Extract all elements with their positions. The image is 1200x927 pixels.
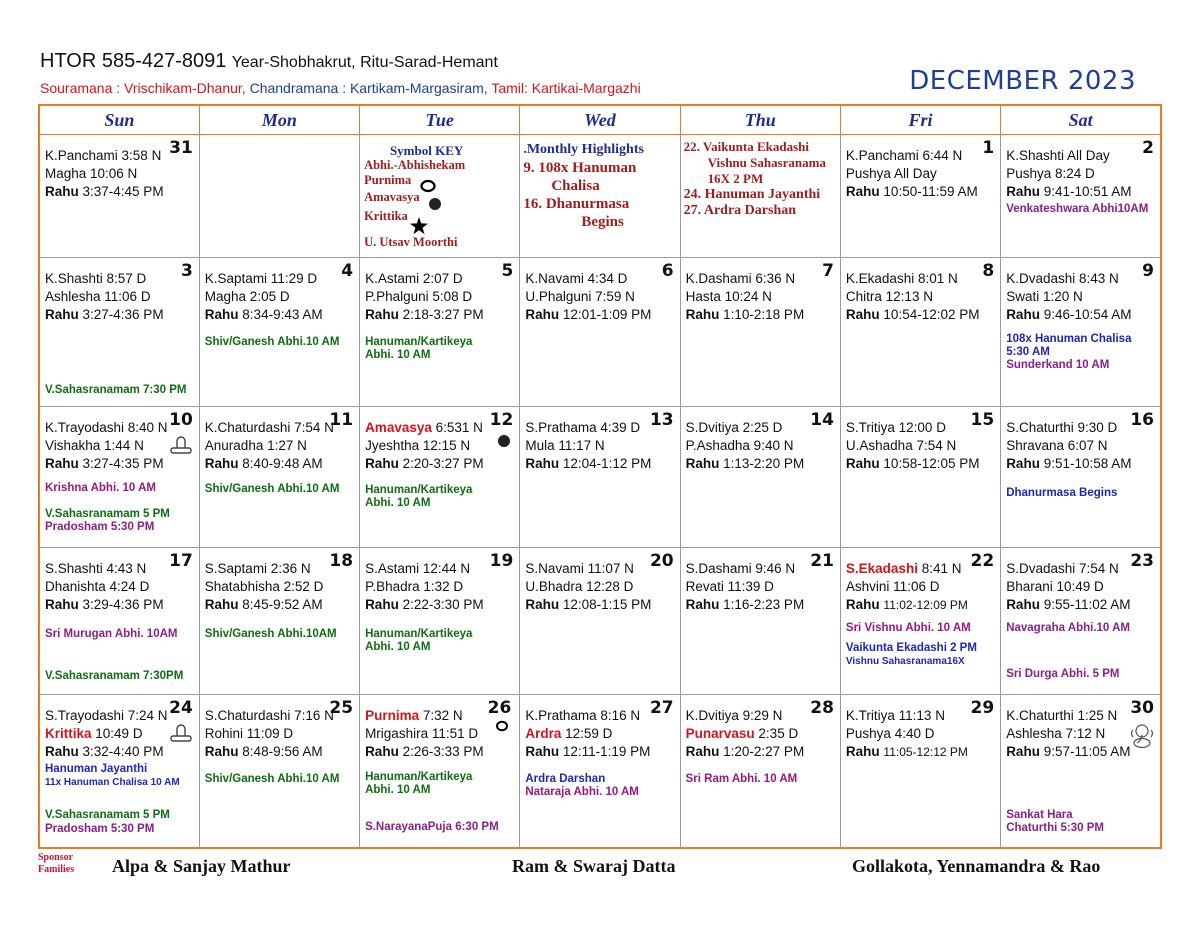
key-amavasya: Amavasya xyxy=(364,190,420,204)
day-cell-21 xyxy=(680,548,840,695)
chandramana: Chandramana : Kartikam-Margasiram, xyxy=(249,80,488,96)
nakshatra: Punarvasu 2:35 D xyxy=(685,726,799,741)
weekday-sat: Sat xyxy=(1001,105,1161,135)
rahu-kalam: Rahu 2:22-3:30 PM xyxy=(365,597,484,612)
event: Shiv/Ganesh Abhi.10AM xyxy=(204,628,337,640)
nakshatra: U.Ashadha 7:54 N xyxy=(845,438,957,453)
nakshatra: Shatabhisha 2:52 D xyxy=(204,579,324,594)
rahu-kalam: Rahu 8:45-9:52 AM xyxy=(204,597,323,612)
tithi: K.Chaturdashi 7:54 N xyxy=(204,420,334,435)
highlights-title: .Monthly Highlights xyxy=(523,142,644,157)
tithi: S.Dvadashi 7:54 N xyxy=(1006,561,1119,576)
event: Navagraha Abhi.10 AM xyxy=(1006,622,1130,634)
day-cell-17 xyxy=(39,548,199,695)
rahu-kalam: Rahu 9:55-11:02 AM xyxy=(1006,597,1131,612)
nakshatra: Ashlesha 7:12 N xyxy=(1006,726,1106,741)
key-krittika: Krittika xyxy=(364,209,408,223)
day-cell-22 xyxy=(840,548,1000,695)
month-title: DECEMBER 2023 xyxy=(909,66,1136,96)
rahu-kalam: Rahu 2:26-3:33 PM xyxy=(365,744,484,759)
event: Hanuman Jayanthi xyxy=(45,763,148,775)
highlight-item: Chalisa xyxy=(551,178,600,194)
tithi: S.Trayodashi 7:24 N xyxy=(45,708,168,723)
symbol-key-box xyxy=(360,135,520,258)
shiva-lingam-icon xyxy=(169,434,193,456)
day-cell-1 xyxy=(840,135,1000,258)
day-cell-9 xyxy=(1001,258,1161,407)
tamil-month: Tamil: Kartikai-Margazhi xyxy=(491,80,641,96)
amavasya-dot-icon xyxy=(428,197,442,211)
tithi: S.Chaturthi 9:30 D xyxy=(1006,420,1118,435)
rahu-kalam: Rahu 1:20-2:27 PM xyxy=(685,744,805,759)
phone-number: HTOR 585-427-8091 xyxy=(40,50,227,72)
day-cell-29 xyxy=(840,695,1000,849)
event: Sri Durga Abhi. 5 PM xyxy=(1006,668,1120,680)
day-number: 24 xyxy=(169,698,193,718)
purnima-circle-icon xyxy=(420,179,436,193)
day-cell-27 xyxy=(520,695,680,849)
day-cell-6 xyxy=(520,258,680,407)
sponsor-family-2: Ram & Swaraj Datta xyxy=(512,856,676,876)
day-number: 5 xyxy=(501,261,514,281)
day-cell-3 xyxy=(39,258,199,407)
day-cell-24 xyxy=(39,695,199,849)
krittika-star-icon xyxy=(410,217,428,235)
key-utsav: U. Utsav Moorthi xyxy=(364,235,458,249)
day-cell-14 xyxy=(680,407,840,548)
rahu-kalam: Rahu 3:27-4:36 PM xyxy=(45,307,164,322)
event: Shiv/Ganesh Abhi.10 AM xyxy=(204,336,340,348)
event: Dhanurmasa Begins xyxy=(1006,487,1118,499)
nakshatra: Bharani 10:49 D xyxy=(1006,579,1104,594)
day-cell-8 xyxy=(840,258,1000,407)
key-purnima: Purnima xyxy=(364,173,412,187)
rahu-kalam: Rahu 2:20-3:27 PM xyxy=(365,456,484,471)
tithi: S.Prathama 4:39 D xyxy=(525,420,641,435)
nakshatra: P.Ashadha 9:40 N xyxy=(685,438,794,453)
highlight-item: 9. 108x Hanuman xyxy=(523,160,637,176)
day-cell-25 xyxy=(199,695,359,849)
day-cell-2 xyxy=(1001,135,1161,258)
weekday-thu: Thu xyxy=(680,105,840,135)
tithi: K.Dashami 6:36 N xyxy=(685,271,796,286)
day-number: 29 xyxy=(970,698,995,718)
tithi: K.Prathama 8:16 N xyxy=(525,708,641,723)
page-header-title xyxy=(40,50,498,73)
highlight-item: 22. Vaikunta Ekadashi xyxy=(683,139,809,154)
rahu-kalam: Rahu 3:37-4:45 PM xyxy=(45,184,164,199)
day-cell-13 xyxy=(520,407,680,548)
event: Venkateshwara Abhi10AM xyxy=(1006,203,1149,215)
event: Krishna Abhi. 10 AM xyxy=(45,482,156,494)
day-number: 3 xyxy=(180,261,193,281)
day-cell-7 xyxy=(680,258,840,407)
day-number: 16 xyxy=(1130,410,1154,430)
event: V.Sahasranamam 5 PM xyxy=(45,508,170,520)
day-cell-23 xyxy=(1001,548,1161,695)
event: Hanuman/Kartikeya Abhi. 10 AM xyxy=(365,336,473,361)
purnima-circle-icon xyxy=(495,720,509,732)
day-number: 13 xyxy=(649,410,674,430)
rahu-kalam: Rahu 12:11-1:19 PM xyxy=(525,744,651,759)
rahu-kalam: Rahu 10:50-11:59 AM xyxy=(845,184,978,199)
day-number: 28 xyxy=(810,698,834,718)
day-number: 17 xyxy=(169,551,193,571)
nakshatra: Magha 2:05 D xyxy=(204,289,290,304)
shiva-lingam-icon xyxy=(169,722,193,744)
sponsor-label: Sponsor Families xyxy=(38,852,75,875)
nakshatra: Vishakha 1:44 N xyxy=(45,438,144,453)
rahu-kalam: Rahu 9:46-10:54 AM xyxy=(1006,307,1132,322)
highlight-item: 16X 2 PM xyxy=(707,171,764,186)
event: Sankat Hara Chaturthi 5:30 PM xyxy=(1006,809,1104,834)
sauramana: Souramana : Vrischikam-Dhanur, xyxy=(40,80,246,96)
day-cell-12 xyxy=(360,407,520,548)
event: Hanuman/Kartikeya Abhi. 10 AM xyxy=(365,628,473,653)
day-number: 10 xyxy=(169,410,193,430)
event: Shiv/Ganesh Abhi.10 AM xyxy=(204,483,340,495)
day-number: 26 xyxy=(487,698,512,718)
nakshatra: Swati 1:20 N xyxy=(1006,289,1083,304)
day-number: 14 xyxy=(810,410,834,430)
nakshatra: Chitra 12:13 N xyxy=(845,289,933,304)
tithi: K.Saptami 11:29 D xyxy=(204,271,318,286)
weekday-tue: Tue xyxy=(360,105,520,135)
day-number: 22 xyxy=(970,551,995,571)
rahu-kalam: Rahu 9:51-10:58 AM xyxy=(1006,456,1132,471)
rahu-kalam: Rahu 12:08-1:15 PM xyxy=(525,597,652,612)
nakshatra: Magha 10:06 N xyxy=(45,166,138,181)
nakshatra: Mula 11:17 N xyxy=(525,438,605,453)
tithi: K.Shashti All Day xyxy=(1006,148,1110,163)
weekday-wed: Wed xyxy=(520,105,680,135)
event: V.Sahasranamam 5 PM xyxy=(45,809,170,821)
tithi: K.Trayodashi 8:40 N xyxy=(45,420,168,435)
tithi: S.Astami 12:44 N xyxy=(365,561,471,576)
tithi: K.Dvitiya 9:29 N xyxy=(685,708,783,723)
event: Nataraja Abhi. 10 AM xyxy=(525,786,639,798)
day-cell-26 xyxy=(360,695,520,849)
ganesha-icon xyxy=(1128,721,1156,749)
rahu-kalam: Rahu 10:58-12:05 PM xyxy=(845,456,980,471)
event: Hanuman/Kartikeya Abhi. 10 AM xyxy=(365,771,473,796)
nakshatra: P.Phalguni 5:08 D xyxy=(365,289,473,304)
day-number: 2 xyxy=(1142,138,1154,158)
weekday-sun: Sun xyxy=(39,105,199,135)
day-cell-16 xyxy=(1001,407,1161,548)
key-abhi: Abhi.-Abhishekam xyxy=(364,158,466,172)
day-cell-4 xyxy=(199,258,359,407)
event: Sri Ram Abhi. 10 AM xyxy=(685,773,798,785)
event: Sunderkand 10 AM xyxy=(1006,359,1110,371)
tithi: K.Dvadashi 8:43 N xyxy=(1006,271,1119,286)
event: S.NarayanaPuja 6:30 PM xyxy=(365,821,499,833)
tithi: K.Navami 4:34 D xyxy=(525,271,628,286)
day-cell-5 xyxy=(360,258,520,407)
rahu-kalam: Rahu 8:40-9:48 AM xyxy=(204,456,323,471)
day-cell-31 xyxy=(39,135,199,258)
day-number: 31 xyxy=(169,138,193,158)
highlights-continued-box xyxy=(680,135,840,258)
nakshatra: Anuradha 1:27 N xyxy=(204,438,307,453)
event: Sri Murugan Abhi. 10AM xyxy=(45,628,178,640)
day-number: 19 xyxy=(489,551,514,571)
day-number: 4 xyxy=(341,261,354,281)
event: Pradosham 5:30 PM xyxy=(45,823,155,835)
rahu-kalam: Rahu 3:27-4:35 PM xyxy=(45,456,164,471)
rahu-kalam: Rahu 3:29-4:36 PM xyxy=(45,597,164,612)
event: Sri Vishnu Abhi. 10 AM xyxy=(845,622,971,634)
day-cell-19 xyxy=(360,548,520,695)
day-cell-empty xyxy=(199,135,359,258)
event: Vishnu Sahasranama16X xyxy=(845,656,965,667)
highlight-item: 27. Ardra Darshan xyxy=(683,203,797,218)
event: 108x Hanuman Chalisa 5:30 AM xyxy=(1006,333,1132,358)
day-number: 25 xyxy=(329,698,354,718)
day-number: 6 xyxy=(661,261,674,281)
day-cell-10 xyxy=(39,407,199,548)
day-number: 27 xyxy=(649,698,674,718)
calendar-systems xyxy=(40,80,641,96)
nakshatra: Ashvini 11:06 D xyxy=(845,579,940,594)
rahu-kalam: Rahu 3:32-4:40 PM xyxy=(45,744,164,759)
weekday-header-row xyxy=(39,105,1161,135)
day-number: 12 xyxy=(489,410,514,430)
event: Ardra Darshan xyxy=(525,773,606,785)
rahu-kalam: Rahu 1:10-2:18 PM xyxy=(685,307,805,322)
tithi: K.Astami 2:07 D xyxy=(365,271,463,286)
weekday-mon: Mon xyxy=(199,105,359,135)
tithi: S.Dashami 9:46 N xyxy=(685,561,796,576)
rahu-kalam: Rahu 12:01-1:09 PM xyxy=(525,307,652,322)
nakshatra: Rohini 11:09 D xyxy=(204,726,294,741)
rahu-kalam: Rahu 9:57-11:05 AM xyxy=(1006,744,1131,759)
tithi: K.Panchami 6:44 N xyxy=(845,148,963,163)
event: Shiv/Ganesh Abhi.10 AM xyxy=(204,773,340,785)
event: V.Sahasranamam 7:30PM xyxy=(45,670,184,682)
nakshatra: U.Bhadra 12:28 D xyxy=(525,579,634,594)
day-number: 20 xyxy=(649,551,674,571)
rahu-label: Rahu xyxy=(45,184,79,199)
nakshatra: Ashlesha 11:06 D xyxy=(45,289,151,304)
rahu-kalam: Rahu 2:18-3:27 PM xyxy=(365,307,484,322)
rahu-kalam: Rahu 1:13-2:20 PM xyxy=(685,456,805,471)
monthly-highlights-box xyxy=(520,135,680,258)
highlight-item: Begins xyxy=(581,214,624,230)
weekday-fri: Fri xyxy=(840,105,1000,135)
tithi: S.Saptami 2:36 N xyxy=(204,561,311,576)
day-number: 1 xyxy=(982,138,995,158)
day-number: 18 xyxy=(329,551,354,571)
day-number: 21 xyxy=(810,551,834,571)
tithi: S.Tritiya 12:00 D xyxy=(845,420,946,435)
key-title: Symbol KEY xyxy=(389,143,464,158)
highlight-item: 24. Hanuman Jayanthi xyxy=(683,187,821,202)
rahu-kalam: Rahu 10:54-12:02 PM xyxy=(845,307,980,322)
rahu-kalam: Rahu 11:02-12:09 PM xyxy=(845,597,968,612)
tithi: S.Ekadashi 8:41 N xyxy=(845,561,962,576)
nakshatra: Pushya 4:40 D xyxy=(845,726,935,741)
tithi: S.Navami 11:07 N xyxy=(525,561,634,576)
day-cell-28 xyxy=(680,695,840,849)
day-number: 7 xyxy=(822,261,834,281)
tithi: K.Shashti 8:57 D xyxy=(45,271,147,286)
nakshatra: Ardra 12:59 D xyxy=(525,726,613,741)
sponsor-family-1: Alpa & Sanjay Mathur xyxy=(112,856,291,876)
tithi: S.Dvitiya 2:25 D xyxy=(685,420,783,435)
day-number: 30 xyxy=(1130,698,1154,718)
rahu-kalam: Rahu 8:34-9:43 AM xyxy=(204,307,323,322)
day-cell-18 xyxy=(199,548,359,695)
nakshatra: Pushya 8:24 D xyxy=(1006,166,1095,181)
event: Vaikunta Ekadashi 2 PM xyxy=(845,642,977,654)
highlight-item: Vishnu Sahasranama xyxy=(707,155,826,170)
sponsor-family-3: Gollakota, Yennamandra & Rao xyxy=(852,856,1101,876)
nakshatra: P.Bhadra 1:32 D xyxy=(365,579,464,594)
rahu-kalam: Rahu 9:41-10:51 AM xyxy=(1006,184,1132,199)
rahu-kalam: Rahu 8:48-9:56 AM xyxy=(204,744,323,759)
nakshatra: U.Phalguni 7:59 N xyxy=(525,289,635,304)
tithi: S.Chaturdashi 7:16 N xyxy=(204,708,334,723)
day-cell-11 xyxy=(199,407,359,548)
tithi: Amavasya 6:531 N xyxy=(365,420,483,435)
tithi: K.Panchami 3:58 N xyxy=(45,148,162,163)
nakshatra: Pushya All Day xyxy=(845,166,937,181)
day-number: 15 xyxy=(970,410,995,430)
tithi: K.Ekadashi 8:01 N xyxy=(845,271,958,286)
year-info: Year-Shobhakrut, Ritu-Sarad-Hemant xyxy=(231,54,498,71)
tithi: K.Chaturthi 1:25 N xyxy=(1006,708,1118,723)
calendar-grid xyxy=(38,104,1162,849)
day-number: 23 xyxy=(1130,551,1154,571)
tithi: Purnima 7:32 N xyxy=(365,708,463,723)
day-cell-20 xyxy=(520,548,680,695)
event: Hanuman/Kartikeya Abhi. 10 AM xyxy=(365,484,473,509)
rahu-kalam: Rahu 12:04-1:12 PM xyxy=(525,456,652,471)
tithi: K.Tritiya 11:13 N xyxy=(845,708,945,723)
day-number: 8 xyxy=(982,261,995,281)
day-number: 11 xyxy=(329,410,354,430)
day-cell-15 xyxy=(840,407,1000,548)
nakshatra: Hasta 10:24 N xyxy=(685,289,772,304)
nakshatra: Mrigashira 11:51 D xyxy=(365,726,479,741)
rahu-kalam: Rahu 11:05-12:12 PM xyxy=(845,744,968,759)
nakshatra: Dhanishta 4:24 D xyxy=(45,579,150,594)
tithi: S.Shashti 4:43 N xyxy=(45,561,147,576)
nakshatra: Shravana 6:07 N xyxy=(1006,438,1108,453)
rahu-kalam: Rahu 1:16-2:23 PM xyxy=(685,597,805,612)
nakshatra: Revati 11:39 D xyxy=(685,579,774,594)
nakshatra: Krittika 10:49 D xyxy=(45,726,143,741)
event: 11x Hanuman Chalisa 10 AM xyxy=(45,777,180,788)
highlight-item: 16. Dhanurmasa xyxy=(523,196,630,212)
event: Pradosham 5:30 PM xyxy=(45,521,155,533)
amavasya-dot-icon xyxy=(497,434,511,448)
day-number: 9 xyxy=(1142,261,1154,281)
event: V.Sahasranamam 7:30 PM xyxy=(45,384,187,396)
day-cell-30 xyxy=(1001,695,1161,849)
nakshatra: Jyeshtha 12:15 N xyxy=(365,438,471,453)
